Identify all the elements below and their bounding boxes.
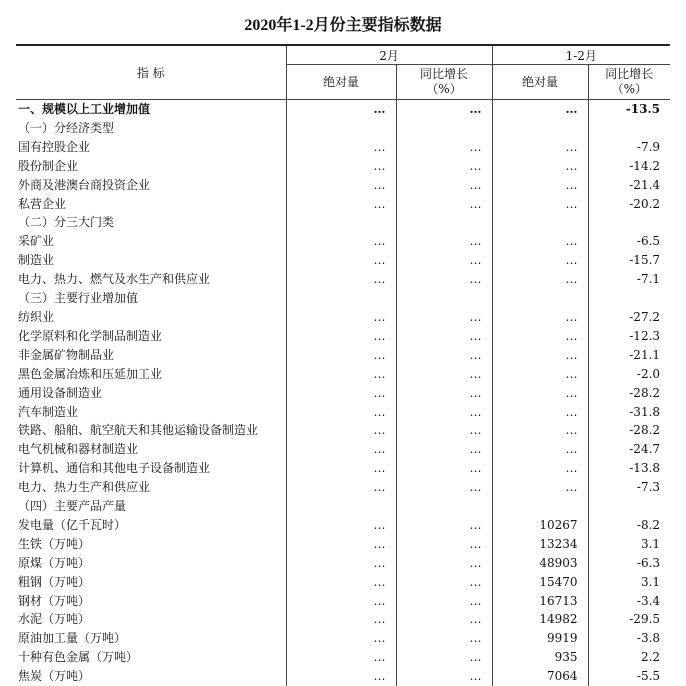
- feb-absolute: …: [286, 327, 396, 346]
- row-name: 汽车制造业: [16, 403, 286, 422]
- indicator-table: [16, 44, 670, 686]
- janfeb-yoy: -27.2: [588, 308, 670, 327]
- janfeb-absolute: …: [492, 421, 588, 440]
- janfeb-yoy: 3.1: [588, 535, 670, 554]
- row-name: （一）分经济类型: [16, 119, 286, 138]
- janfeb-yoy: -13.5: [588, 100, 670, 119]
- table-row: [16, 535, 670, 554]
- table-row: [16, 308, 670, 327]
- feb-yoy: …: [396, 421, 492, 440]
- header-feb-absolute: 绝对量: [286, 65, 396, 100]
- janfeb-absolute: 10267: [492, 516, 588, 535]
- header-indicator: 指 标: [16, 45, 286, 100]
- feb-yoy: …: [396, 573, 492, 592]
- row-name: 制造业: [16, 251, 286, 270]
- header-janfeb-yoy: [588, 65, 670, 100]
- feb-yoy: …: [396, 195, 492, 214]
- feb-absolute: …: [286, 270, 396, 289]
- row-name: 一、规模以上工业增加值: [16, 100, 286, 119]
- row-name: 粗钢（万吨）: [16, 573, 286, 592]
- table-row: [16, 100, 670, 119]
- feb-absolute: …: [286, 573, 396, 592]
- feb-yoy: …: [396, 535, 492, 554]
- row-name: 发电量（亿千瓦时）: [16, 516, 286, 535]
- janfeb-yoy: -6.5: [588, 232, 670, 251]
- row-name: 电气机械和器材制造业: [16, 440, 286, 459]
- row-name: 通用设备制造业: [16, 384, 286, 403]
- feb-yoy: …: [396, 478, 492, 497]
- row-name: 私营企业: [16, 195, 286, 214]
- janfeb-absolute: …: [492, 195, 588, 214]
- feb-yoy: …: [396, 592, 492, 611]
- feb-absolute: [286, 119, 396, 138]
- feb-absolute: …: [286, 629, 396, 648]
- janfeb-yoy: -29.5: [588, 610, 670, 629]
- page-title: 2020年1-2月份主要指标数据: [0, 12, 686, 35]
- table-row: [16, 346, 670, 365]
- feb-yoy: …: [396, 327, 492, 346]
- yoy-label: 同比增长: [420, 67, 468, 81]
- table-header: [16, 45, 670, 100]
- janfeb-absolute: …: [492, 308, 588, 327]
- feb-yoy: [396, 119, 492, 138]
- feb-yoy: …: [396, 100, 492, 119]
- row-name: 计算机、通信和其他电子设备制造业: [16, 459, 286, 478]
- janfeb-absolute: [492, 497, 588, 516]
- janfeb-absolute: …: [492, 403, 588, 422]
- feb-absolute: …: [286, 403, 396, 422]
- feb-yoy: …: [396, 629, 492, 648]
- row-name: 股份制企业: [16, 157, 286, 176]
- feb-absolute: …: [286, 365, 396, 384]
- janfeb-yoy: -2.0: [588, 365, 670, 384]
- row-name: 纺织业: [16, 308, 286, 327]
- feb-absolute: …: [286, 459, 396, 478]
- feb-yoy: …: [396, 232, 492, 251]
- table-row: [16, 384, 670, 403]
- janfeb-absolute: …: [492, 232, 588, 251]
- janfeb-yoy: -5.5: [588, 667, 670, 686]
- feb-yoy: …: [396, 459, 492, 478]
- janfeb-yoy: -3.4: [588, 592, 670, 611]
- feb-absolute: …: [286, 610, 396, 629]
- row-name: 生铁（万吨）: [16, 535, 286, 554]
- feb-yoy: …: [396, 403, 492, 422]
- feb-yoy: …: [396, 308, 492, 327]
- feb-yoy: [396, 289, 492, 308]
- feb-yoy: …: [396, 251, 492, 270]
- janfeb-yoy: -31.8: [588, 403, 670, 422]
- row-name: 国有控股企业: [16, 138, 286, 157]
- feb-yoy: …: [396, 610, 492, 629]
- janfeb-yoy: -28.2: [588, 384, 670, 403]
- janfeb-absolute: …: [492, 346, 588, 365]
- janfeb-yoy: -28.2: [588, 421, 670, 440]
- table-row: [16, 195, 670, 214]
- janfeb-yoy: -8.2: [588, 516, 670, 535]
- feb-absolute: …: [286, 667, 396, 686]
- janfeb-absolute: …: [492, 157, 588, 176]
- janfeb-absolute: 48903: [492, 554, 588, 573]
- feb-yoy: [396, 497, 492, 516]
- janfeb-yoy: -13.8: [588, 459, 670, 478]
- table-row: [16, 497, 670, 516]
- table-row: [16, 251, 670, 270]
- janfeb-yoy: -12.3: [588, 327, 670, 346]
- row-name: 水泥（万吨）: [16, 610, 286, 629]
- header-feb: 2月: [286, 45, 492, 65]
- yoy-label: 同比增长: [605, 67, 653, 81]
- janfeb-yoy: -7.3: [588, 478, 670, 497]
- table-row: [16, 213, 670, 232]
- header-jan-feb: 1-2月: [492, 45, 670, 65]
- table-row: [16, 157, 670, 176]
- table-row: [16, 289, 670, 308]
- feb-absolute: …: [286, 384, 396, 403]
- row-name: （二）分三大门类: [16, 213, 286, 232]
- feb-absolute: …: [286, 232, 396, 251]
- feb-absolute: …: [286, 421, 396, 440]
- feb-yoy: …: [396, 157, 492, 176]
- row-name: （四）主要产品产量: [16, 497, 286, 516]
- table-row: [16, 403, 670, 422]
- table-row: [16, 459, 670, 478]
- table-row: [16, 648, 670, 667]
- janfeb-absolute: …: [492, 365, 588, 384]
- janfeb-absolute: 16713: [492, 592, 588, 611]
- row-name: 电力、热力生产和供应业: [16, 478, 286, 497]
- feb-absolute: [286, 289, 396, 308]
- janfeb-yoy: -7.9: [588, 138, 670, 157]
- feb-yoy: …: [396, 384, 492, 403]
- janfeb-absolute: …: [492, 327, 588, 346]
- feb-yoy: …: [396, 516, 492, 535]
- janfeb-yoy: -3.8: [588, 629, 670, 648]
- janfeb-yoy: -6.3: [588, 554, 670, 573]
- janfeb-absolute: 14982: [492, 610, 588, 629]
- feb-absolute: …: [286, 157, 396, 176]
- feb-absolute: [286, 213, 396, 232]
- table-row: [16, 232, 670, 251]
- feb-yoy: …: [396, 648, 492, 667]
- janfeb-yoy: [588, 213, 670, 232]
- janfeb-absolute: …: [492, 138, 588, 157]
- row-name: 化学原料和化学制品制造业: [16, 327, 286, 346]
- feb-absolute: …: [286, 138, 396, 157]
- row-name: 非金属矿物制品业: [16, 346, 286, 365]
- table-row: [16, 327, 670, 346]
- feb-yoy: …: [396, 667, 492, 686]
- feb-yoy: …: [396, 346, 492, 365]
- janfeb-absolute: …: [492, 478, 588, 497]
- table-row: [16, 573, 670, 592]
- header-feb-yoy: [396, 65, 492, 100]
- janfeb-yoy: -20.2: [588, 195, 670, 214]
- row-name: 黑色金属冶炼和压延加工业: [16, 365, 286, 384]
- janfeb-absolute: …: [492, 176, 588, 195]
- row-name: 电力、热力、燃气及水生产和供应业: [16, 270, 286, 289]
- feb-yoy: …: [396, 176, 492, 195]
- table-row: [16, 421, 670, 440]
- janfeb-absolute: …: [492, 270, 588, 289]
- feb-yoy: …: [396, 440, 492, 459]
- janfeb-absolute: 7064: [492, 667, 588, 686]
- janfeb-absolute: …: [492, 440, 588, 459]
- table-row: [16, 629, 670, 648]
- feb-absolute: …: [286, 176, 396, 195]
- feb-yoy: [396, 213, 492, 232]
- janfeb-yoy: -15.7: [588, 251, 670, 270]
- janfeb-absolute: …: [492, 100, 588, 119]
- janfeb-yoy: -21.4: [588, 176, 670, 195]
- header-janfeb-absolute: 绝对量: [492, 65, 588, 100]
- yoy-unit: （%）: [612, 82, 647, 96]
- feb-absolute: …: [286, 346, 396, 365]
- table-row: [16, 554, 670, 573]
- table-row: [16, 176, 670, 195]
- table-row: [16, 610, 670, 629]
- table-row: [16, 667, 670, 686]
- feb-yoy: …: [396, 554, 492, 573]
- feb-yoy: …: [396, 270, 492, 289]
- feb-absolute: …: [286, 648, 396, 667]
- janfeb-yoy: [588, 289, 670, 308]
- table-row: [16, 365, 670, 384]
- row-name: 十种有色金属（万吨）: [16, 648, 286, 667]
- row-name: 焦炭（万吨）: [16, 667, 286, 686]
- janfeb-absolute: [492, 289, 588, 308]
- feb-yoy: …: [396, 138, 492, 157]
- table-body: [16, 100, 670, 686]
- row-name: （三）主要行业增加值: [16, 289, 286, 308]
- janfeb-absolute: 9919: [492, 629, 588, 648]
- feb-yoy: …: [396, 365, 492, 384]
- janfeb-yoy: -21.1: [588, 346, 670, 365]
- row-name: 原油加工量（万吨）: [16, 629, 286, 648]
- janfeb-yoy: [588, 119, 670, 138]
- feb-absolute: …: [286, 516, 396, 535]
- janfeb-yoy: -14.2: [588, 157, 670, 176]
- janfeb-absolute: [492, 119, 588, 138]
- table-row: [16, 119, 670, 138]
- row-name: 采矿业: [16, 232, 286, 251]
- row-name: 铁路、船舶、航空航天和其他运输设备制造业: [16, 421, 286, 440]
- janfeb-absolute: …: [492, 384, 588, 403]
- feb-absolute: …: [286, 251, 396, 270]
- feb-absolute: …: [286, 308, 396, 327]
- row-name: 钢材（万吨）: [16, 592, 286, 611]
- feb-absolute: …: [286, 478, 396, 497]
- feb-absolute: …: [286, 100, 396, 119]
- table-row: [16, 440, 670, 459]
- row-name: 原煤（万吨）: [16, 554, 286, 573]
- janfeb-absolute: …: [492, 459, 588, 478]
- feb-absolute: …: [286, 535, 396, 554]
- feb-absolute: [286, 497, 396, 516]
- janfeb-absolute: 13234: [492, 535, 588, 554]
- feb-absolute: …: [286, 592, 396, 611]
- table-row: [16, 270, 670, 289]
- janfeb-absolute: [492, 213, 588, 232]
- table-row: [16, 592, 670, 611]
- janfeb-yoy: -24.7: [588, 440, 670, 459]
- feb-absolute: …: [286, 554, 396, 573]
- feb-absolute: …: [286, 195, 396, 214]
- janfeb-absolute: …: [492, 251, 588, 270]
- janfeb-yoy: -7.1: [588, 270, 670, 289]
- table-row: [16, 478, 670, 497]
- feb-absolute: …: [286, 440, 396, 459]
- janfeb-yoy: 3.1: [588, 573, 670, 592]
- janfeb-yoy: 2.2: [588, 648, 670, 667]
- table-row: [16, 516, 670, 535]
- row-name: 外商及港澳台商投资企业: [16, 176, 286, 195]
- yoy-unit: （%）: [426, 82, 461, 96]
- janfeb-absolute: 15470: [492, 573, 588, 592]
- janfeb-yoy: [588, 497, 670, 516]
- janfeb-absolute: 935: [492, 648, 588, 667]
- table-row: [16, 138, 670, 157]
